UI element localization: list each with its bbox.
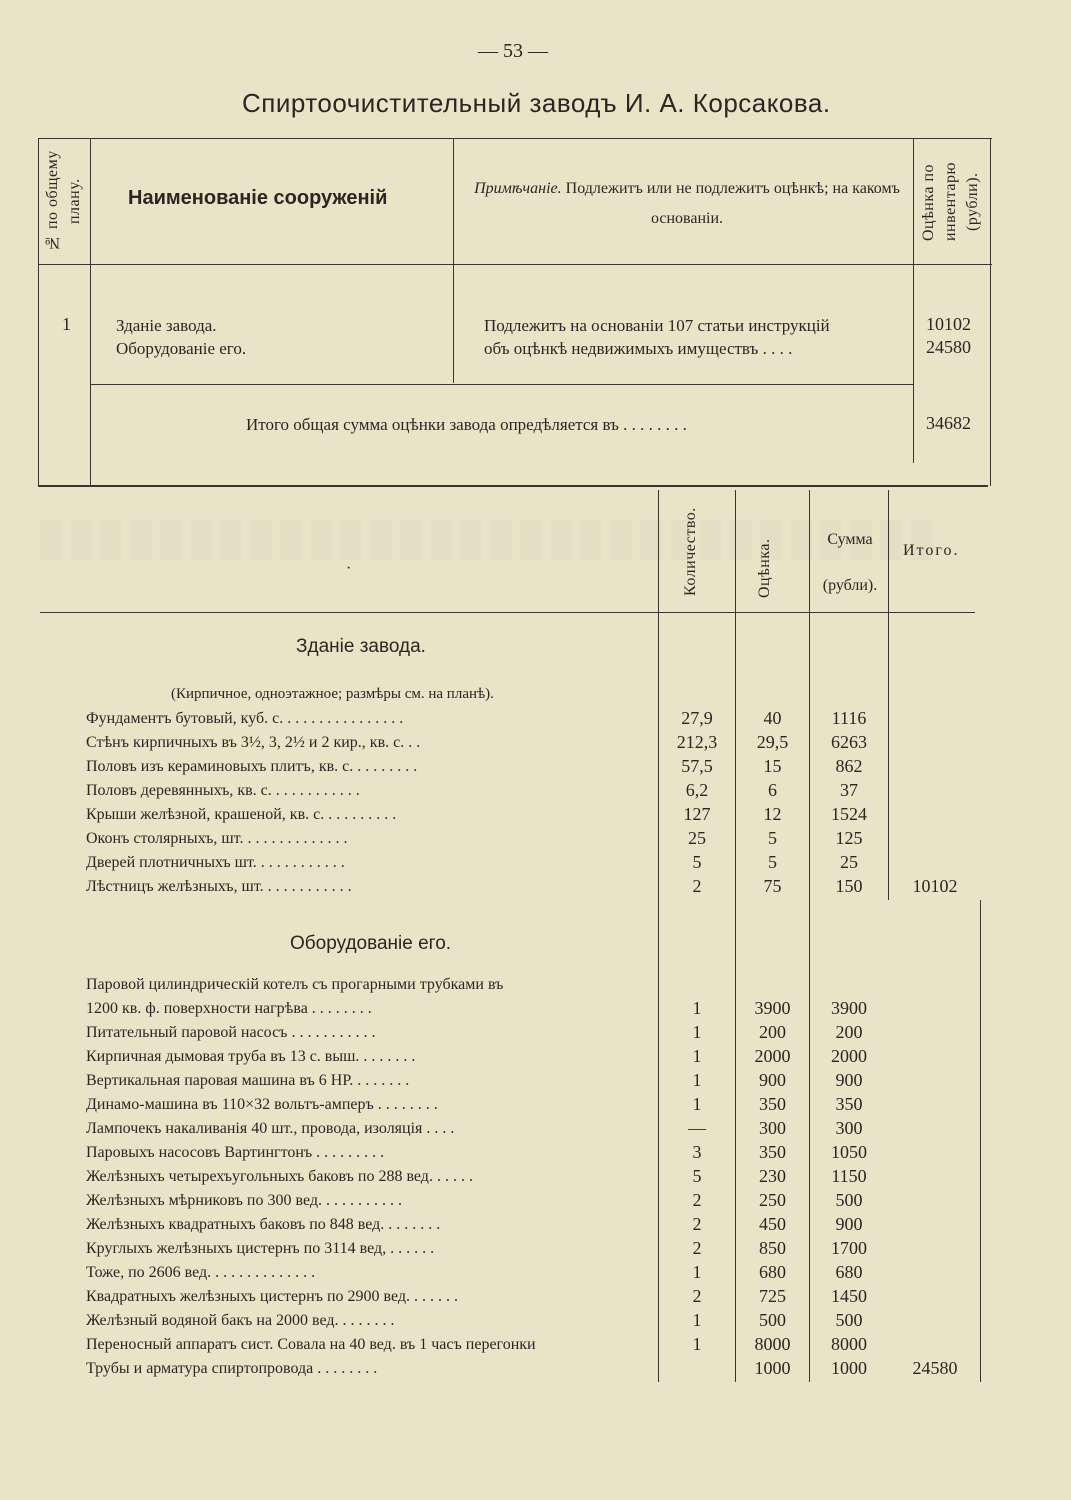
row-sum: 2000 [831, 1046, 867, 1066]
row-valuation: 1000 [754, 1358, 791, 1378]
row-item-equipment: Оборудованіе его. [116, 339, 247, 358]
row-sum: 300 [835, 1118, 863, 1138]
header-sum-label: Сумма [827, 531, 873, 548]
row-quantity: 5 [692, 852, 702, 872]
row-sum: 150 [835, 876, 863, 896]
row-sum: 37 [840, 780, 858, 800]
row-quantity: 2 [692, 1214, 702, 1234]
row-quantity: 5 [692, 1166, 702, 1186]
row-quantity: 1 [692, 998, 702, 1018]
row-name: Кирпичная дымовая труба въ 13 с. выш. . . . . . . . [86, 1048, 416, 1065]
row-quantity: 3 [692, 1142, 702, 1162]
section-title-building: Зданіе завода. [296, 636, 426, 657]
row-sum: 680 [835, 1262, 863, 1282]
row-valuation: 2000 [754, 1046, 791, 1066]
row-valuation: 350 [759, 1094, 786, 1114]
row-quantity: 1 [692, 1334, 702, 1354]
row-note-line1: Подлежитъ на основаніи 107 статьи инструкцій [484, 316, 830, 335]
row-sum: 862 [835, 756, 863, 776]
row-quantity: 1 [692, 1022, 702, 1042]
row-valuation: 900 [759, 1070, 786, 1090]
row-sum: 125 [835, 828, 863, 848]
row-item-building: Зданіе завода. [116, 316, 217, 335]
row-sum: 900 [835, 1214, 863, 1234]
row-quantity: 2 [692, 1190, 702, 1210]
row-name: Оконъ столярныхъ, шт. . . . . . . . . . . . . . [86, 830, 348, 847]
row-name: Трубы и арматура спиртопровода . . . . . . . . [86, 1360, 378, 1377]
row-sum: 8000 [831, 1334, 867, 1354]
row-valuation: 230 [759, 1166, 786, 1186]
row-quantity: 2 [692, 1286, 702, 1306]
page-number: — 53 — [478, 40, 548, 62]
row-name: Переносный аппаратъ сист. Совала на 40 вед. въ 1 часъ перегонки [86, 1336, 536, 1353]
header-sum [812, 517, 888, 609]
row-sum: 1450 [831, 1286, 867, 1306]
row-sum: 900 [835, 1070, 863, 1090]
row-name: Лѣстницъ желѣзныхъ, шт. . . . . . . . . . . . [86, 878, 352, 895]
document-title: Спиртоочистительный заводъ И. А. Корсакова. [242, 88, 831, 118]
row-quantity: 25 [688, 828, 706, 848]
row-valuation: 300 [759, 1118, 786, 1138]
row-quantity: — [688, 1118, 706, 1138]
row-quantity: 127 [683, 804, 711, 824]
header-sum-unit: (рубли). [822, 577, 878, 594]
row-name: Желѣзныхъ мѣрниковъ по 300 вед. . . . . . . . . . . [86, 1192, 402, 1209]
row-valuation: 200 [759, 1022, 786, 1042]
row-valuation: 29,5 [756, 732, 789, 752]
row-valuation: 680 [759, 1262, 786, 1282]
row-name: Крыши желѣзной, крашеной, кв. с. . . . . . . . . . [86, 806, 397, 823]
row-name: Фундаментъ бутовый, куб. с. . . . . . . . . . . . . . . . [86, 710, 404, 727]
row-name: Желѣзныхъ четырехъугольныхъ баковъ по 288 вед. . . . . . [86, 1168, 473, 1185]
row-quantity: 2 [692, 1238, 702, 1258]
row-value-equipment: 24580 [926, 337, 971, 357]
row-valuation: 8000 [754, 1334, 791, 1354]
row-valuation: 450 [759, 1214, 786, 1234]
row-quantity: 57,5 [681, 756, 713, 776]
row-name: Желѣзныхъ квадратныхъ баковъ по 848 вед. . . . . . . . [86, 1216, 441, 1233]
row-valuation: 725 [759, 1286, 786, 1306]
row-valuation: 850 [759, 1238, 786, 1258]
row-quantity: 1 [692, 1094, 702, 1114]
bleed-through-shape [40, 520, 940, 560]
row-quantity: 2 [692, 876, 702, 896]
header-dot: · [346, 560, 352, 577]
row-quantity: 1 [692, 1070, 702, 1090]
row-sum: 350 [835, 1094, 863, 1114]
row-name: Дверей плотничныхъ шт. . . . . . . . . . . . [86, 854, 345, 871]
total-value: 34682 [926, 413, 971, 433]
row-valuation: 250 [759, 1190, 786, 1210]
header-note-label: Примѣчаніе. [474, 180, 562, 197]
row-name: Стѣнъ кирпичныхъ въ 3½, 3, 2½ и 2 кир., кв. с. . . [86, 734, 421, 751]
row-name: Квадратныхъ желѣзныхъ цистернъ по 2900 вед. . . . . . . [86, 1288, 459, 1305]
header-note-text: Подлежитъ или не подлежитъ оцѣнкѣ; на какомъ основаніи. [565, 180, 900, 227]
section-subtitle-building: (Кирпичное, одноэтажное; размѣры см. на планѣ). [171, 686, 494, 702]
row-note-line2: объ оцѣнкѣ недвижимыхъ имуществъ . . . . [484, 339, 793, 358]
total-label: Итого общая сумма оцѣнки завода опредѣляется въ . . . . . . . . [246, 415, 687, 434]
header-inventory-value: Оцѣнка по инвентарю (рубли). [920, 162, 981, 242]
row-sum: 1000 [831, 1358, 867, 1378]
row-name: Динамо-машина въ 110×32 вольтъ-амперъ . . . . . . . . [86, 1096, 438, 1113]
header-valuation: Оцѣнка. [756, 538, 773, 598]
row-sum: 6263 [831, 732, 867, 752]
row-name: Тоже, по 2606 вед. . . . . . . . . . . . . . [86, 1264, 316, 1281]
header-note [462, 174, 912, 234]
row-quantity: 1 [692, 1046, 702, 1066]
row-valuation: 6 [768, 780, 777, 800]
row-value-building: 10102 [926, 314, 971, 334]
header-total: Итого. [903, 542, 960, 559]
row-quantity: 6,2 [685, 780, 709, 800]
row-valuation: 40 [763, 708, 782, 728]
row-valuation: 15 [763, 756, 782, 776]
row-sum: 500 [835, 1190, 863, 1210]
section-title-equipment: Оборудованіе его. [290, 933, 452, 954]
row-name: Питательный паровой насосъ . . . . . . . . . . . [86, 1024, 376, 1041]
row-quantity: 212,3 [676, 732, 718, 752]
row-name: Паровой цилиндрическій котелъ съ прогарными трубками въ [86, 976, 504, 993]
row-name: Половъ деревянныхъ, кв. с. . . . . . . . . . . . [86, 782, 360, 799]
row-name: 1200 кв. ф. поверхности нагрѣва . . . . . . . . [86, 1000, 372, 1017]
row-valuation: 3900 [754, 998, 791, 1018]
row-quantity: 1 [692, 1262, 702, 1282]
row-name: Половъ изъ кераминовыхъ плитъ, кв. с. . . . . . . . . [86, 758, 418, 775]
row-sum: 1150 [831, 1166, 867, 1186]
row-total: 24580 [912, 1358, 958, 1378]
header-structure-name: Наименованіе сооруженій [128, 187, 388, 209]
row-name: Паровыхъ насосовъ Вартингтонъ . . . . . . . . . [86, 1144, 385, 1161]
row-quantity: 1 [692, 1310, 702, 1330]
row-valuation: 5 [768, 852, 777, 872]
row-quantity: 27,9 [681, 708, 713, 728]
row-name: Лампочекъ накаливанія 40 шт., провода, изоляція . . . . [86, 1120, 455, 1137]
row-valuation: 500 [759, 1310, 786, 1330]
row-sum: 1524 [831, 804, 867, 824]
row-valuation: 12 [763, 804, 782, 824]
row-name: Вертикальная паровая машина въ 6 НР. . . . . . . . [86, 1072, 410, 1089]
row-sum: 25 [840, 852, 858, 872]
row-sum: 1700 [831, 1238, 867, 1258]
row-name: Желѣзный водяной бакъ на 2000 вед. . . . . . . . [86, 1312, 395, 1329]
row-sum: 1050 [831, 1142, 867, 1162]
header-quantity: Количество. [682, 507, 699, 597]
row-valuation: 75 [763, 876, 782, 896]
row-total: 10102 [912, 876, 958, 896]
row-sum: 1116 [831, 708, 867, 728]
row-number: 1 [62, 314, 71, 334]
row-name: Круглыхъ желѣзныхъ цистернъ по 3114 вед, . . . . . . [86, 1240, 435, 1257]
row-valuation: 5 [768, 828, 777, 848]
row-sum: 3900 [831, 998, 867, 1018]
header-plan-number: № по общему плану. [44, 150, 83, 252]
row-sum: 500 [835, 1310, 863, 1330]
row-sum: 200 [835, 1022, 863, 1042]
row-valuation: 350 [759, 1142, 786, 1162]
